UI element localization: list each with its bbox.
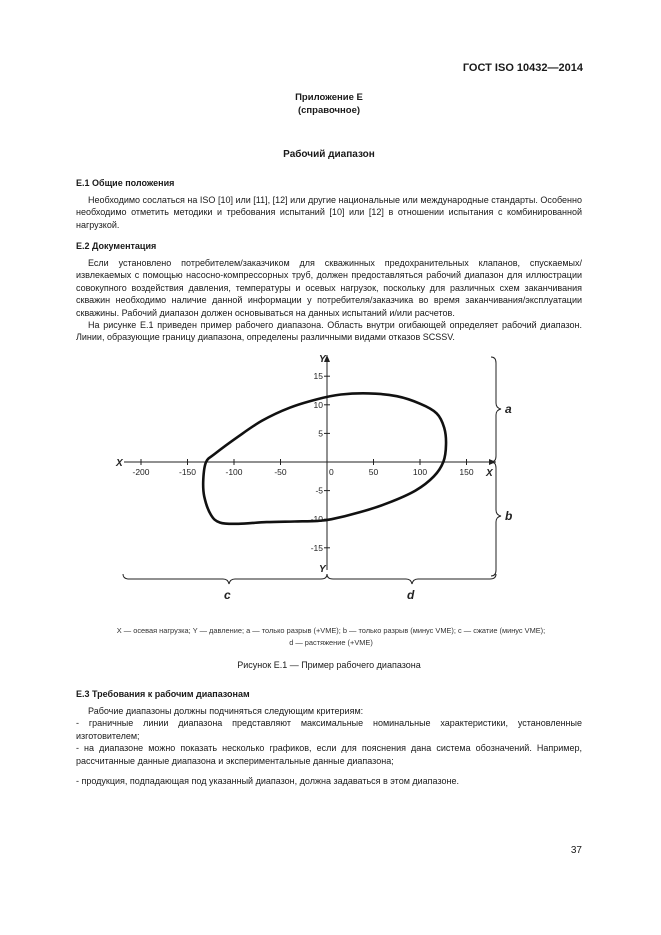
section-e3-body [76,705,582,787]
brace-b [491,462,501,576]
paragraph: Необходимо сослаться на ISO [10] или [11], [12] или другие национальные или международные стандарты. Особенно необходимо отметить методики и требования испытаний [10] или [12] в отношении испытания с комбинированной нагрузкой. [76,195,582,230]
region-label-d: d [407,588,415,602]
region-label-a: a [505,402,512,416]
region-label-b: b [505,509,513,523]
x-tick-label: -100 [225,467,243,477]
x-tick-label: 150 [459,467,474,477]
x-axis-right-label: X [486,468,493,479]
y-axis-top-label: Y [319,354,326,365]
y-tick-label: -5 [315,485,323,496]
appendix-title: Приложение Е [295,92,363,103]
legend-line-1: X — осевая нагрузка; Y — давление; a — только разрыв (+VME); b — только разрыв (минус VME); c — сжатие (минус VME); [116,626,546,635]
brace-a [491,357,501,462]
document-title: Рабочий диапазон [283,149,375,160]
y-tick-label: 15 [313,371,323,382]
operating-envelope-curve [203,393,446,524]
appendix-subtitle: (справочное) [297,105,361,116]
section-e3-heading: Е.3 Требования к рабочим диапазонам [76,689,250,699]
x-tick-label: 100 [412,467,428,477]
standard-number: ГОСТ ISO 10432—2014 [462,62,583,74]
x-tick-label: -50 [274,467,287,477]
y-tick-label: 5 [318,428,323,439]
y-tick-label: -15 [310,542,323,553]
x-axis-left-label: X [116,458,123,469]
brace-d [327,574,496,584]
paragraph: Рабочие диапазоны должны подчиняться следующим критериям: [88,706,364,716]
paragraph: - продукция, подпадающая под указанный диапазон, должна задаваться в этом диапазоне. [76,776,459,787]
x-tick-label: -200 [132,467,150,477]
x-tick-label: 0 [329,467,334,477]
paragraph: Если установлено потребителем/заказчиком для скважинных предохранительных клапанов, спускаемых/извлекаемых с помощью насосно-компрессорных труб, должен предоставляться рабочий диапазон для иллюстрации совокупного воздействия давления, температуры и осевых нагрузок, поскольку для различных схем заканчивания скважин необходимо наличие данной информации у потребителя/заказчика во время заканчивания/эксплуатации скважины. Рабочий диапазон должен основываться на данных испытаний и/или расчетов. [76,258,582,318]
y-axis-bottom-label: Y [319,564,326,575]
section-e1-heading: Е.1 Общие положения [76,178,175,188]
figure-legend [40,625,622,649]
section-e2-heading: Е.2 Документация [76,241,157,251]
paragraph: - на диапазоне можно показать несколько графиков, если для пояснения дана система обозначений. Например, рассчитанные данные диапазона и экспериментальные данные диапазона; [76,743,582,766]
y-tick-label: 10 [313,399,323,410]
paragraph: На рисунке Е.1 приведен пример рабочего диапазона. Область внутри огибающей определяет рабочий диапазон. Линии, образующие границу диапазона, определены различными видами отказов SCSSV. [76,320,582,343]
legend-line-2: d — растяжение (+VME) [289,638,373,647]
y-tick-label: -10 [310,514,323,525]
brace-c [123,574,327,584]
x-tick-label: 50 [368,467,379,477]
x-tick-label: -150 [178,467,197,477]
paragraph: - граничные линии диапазона представляют максимальные номинальные характеристики, установленные изготовителем; [76,718,582,741]
region-label-c: c [224,588,231,602]
figure-caption: Рисунок Е.1 — Пример рабочего диапазона [237,660,421,670]
page-number: 37 [570,845,582,856]
